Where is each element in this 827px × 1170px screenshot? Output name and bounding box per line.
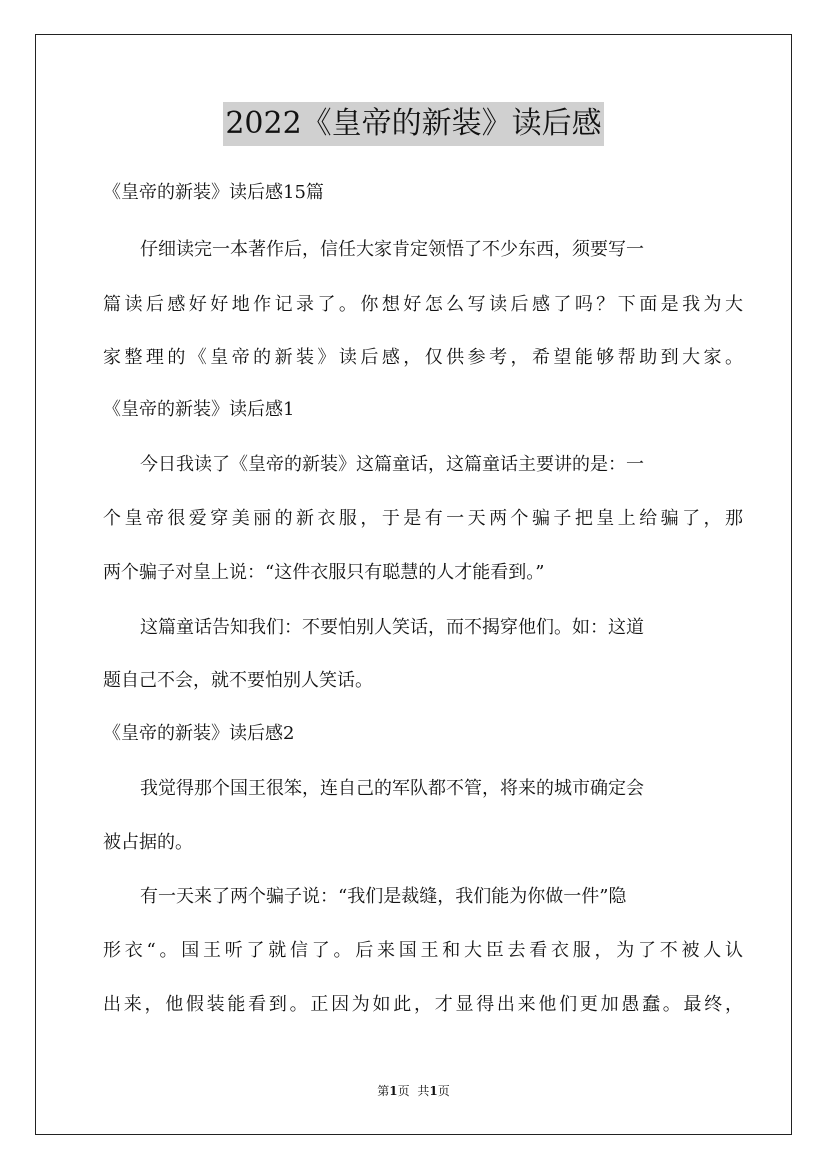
paragraph-line: 今日我读了《皇帝的新装》这篇童话，这篇童话主要讲的是：一 [140, 454, 644, 475]
footer-page-prefix: 第 [377, 1084, 390, 1098]
paragraph-line: 题自己不会，就不要怕别人笑话。 [103, 670, 373, 691]
paragraph-line: 有一天来了两个骗子说：“我们是裁缝，我们能为你做一件”隐 [140, 886, 627, 907]
section-heading: 《皇帝的新装》读后感2 [103, 723, 295, 744]
paragraph-line: 篇读后感好好地作记录了。你想好怎么写读后感了吗？下面是我为大 [103, 294, 743, 315]
footer-total-prefix: 共 [417, 1084, 430, 1098]
paragraph-line: 家整理的《皇帝的新装》读后感，仅供参考，希望能够帮助到大家。 [103, 347, 743, 368]
title-container [0, 102, 827, 146]
paragraph-line: 个皇帝很爱穿美丽的新衣服，于是有一天两个骗子把皇上给骗了，那 [103, 508, 743, 529]
paragraph-line: 两个骗子对皇上说：“这件衣服只有聪慧的人才能看到。” [103, 562, 545, 583]
section-heading: 《皇帝的新装》读后感15篇 [103, 182, 324, 203]
paragraph-line: 这篇童话告知我们：不要怕别人笑话，而不揭穿他们。如：这道 [140, 617, 644, 638]
footer-total-number: 1 [429, 1084, 438, 1098]
section-heading: 《皇帝的新装》读后感1 [103, 399, 295, 420]
paragraph-line: 出来，他假装能看到。正因为如此，才显得出来他们更加愚蠢。最终， [103, 994, 743, 1015]
footer-page-number: 1 [389, 1084, 398, 1098]
paragraph-line: 仔细读完一本著作后，信任大家肯定领悟了不少东西，须要写一 [140, 239, 644, 260]
paragraph-line: 被占据的。 [103, 832, 193, 853]
footer-page-suffix: 页 [397, 1084, 410, 1098]
paragraph-line: 我觉得那个国王很笨，连自己的军队都不管，将来的城市确定会 [140, 778, 644, 799]
page-footer [0, 1082, 827, 1099]
footer-total-suffix: 页 [437, 1084, 450, 1098]
document-title: 2022《皇帝的新装》读后感 [223, 102, 603, 146]
paragraph-line: 形衣“。国王听了就信了。后来国王和大臣去看衣服，为了不被人认 [103, 940, 743, 961]
